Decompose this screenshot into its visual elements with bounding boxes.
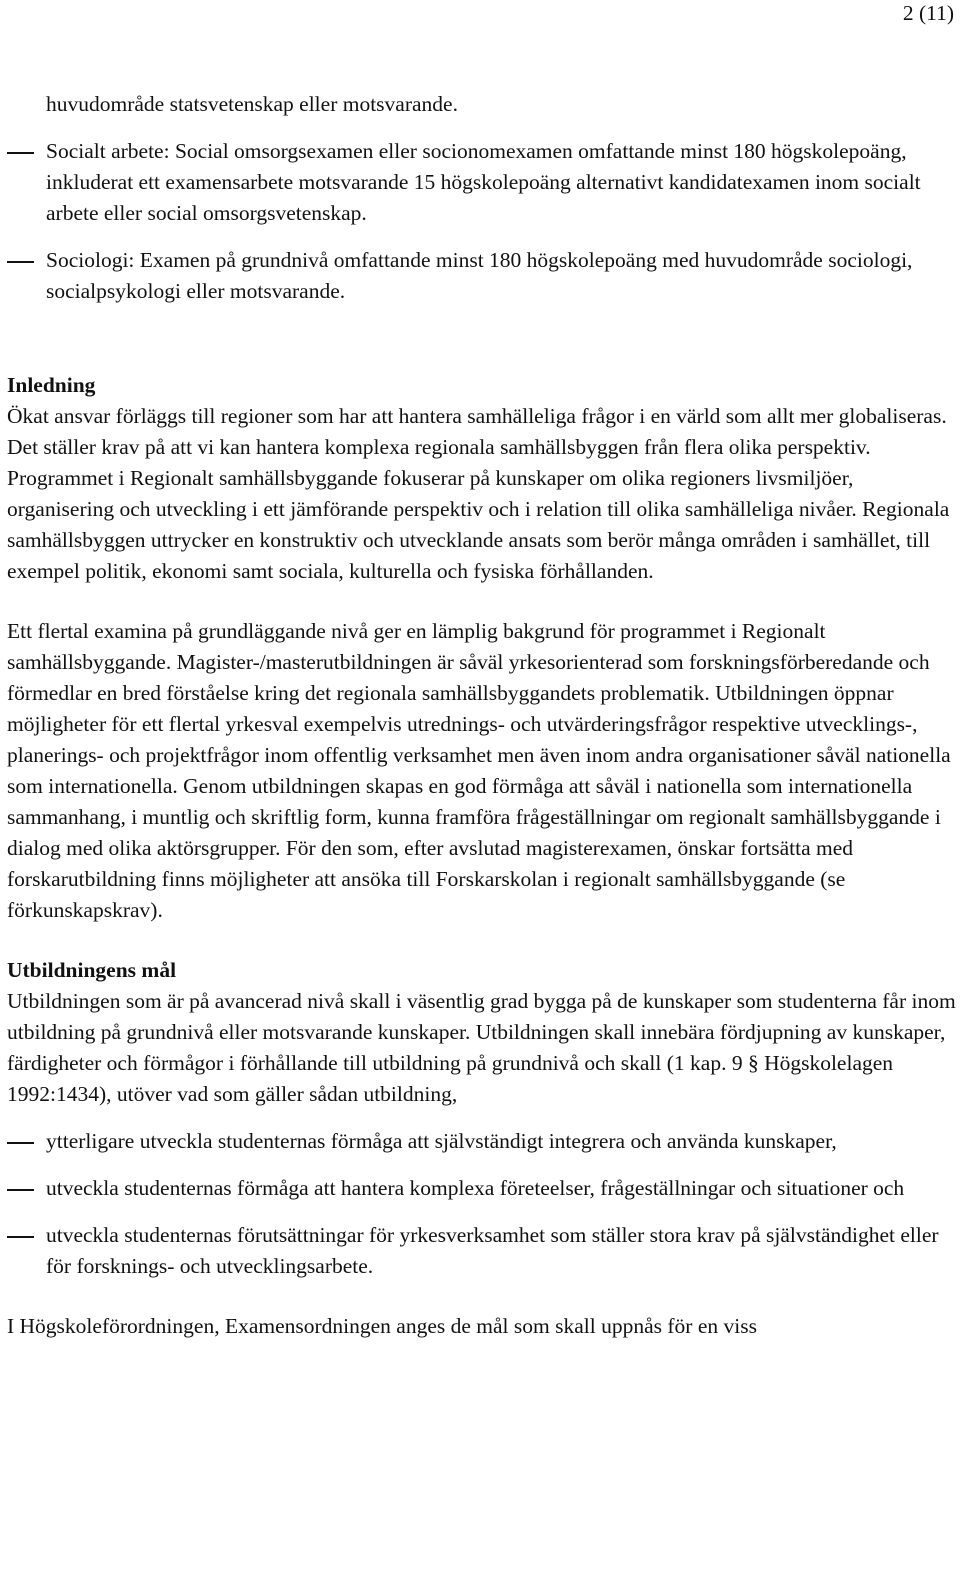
list-item-text: ytterligare utveckla studenternas förmåga att självständigt integrera och använda kunskaper, — [46, 1129, 837, 1153]
section-heading-utbildningens-mal: Utbildningens mål — [7, 958, 177, 982]
mal-intro-paragraph: Utbildningen som är på avancerad nivå skall i väsentlig grad bygga på de kunskaper som studenterna får inom utbildning på grundnivå eller motsvarande kunskaper. Utbildningen skall innebära fördjupning av kunskaper, färdigheter och förmågor i förhållande till utbildning på grundnivå och skall (1 kap. 9 § Högskolelagen 1992:1434), utöver vad som gäller sådan utbildning, — [7, 989, 956, 1106]
list-item-text: Sociologi: Examen på grundnivå omfattande minst 180 högskolepoäng med huvudområde sociologi, socialpsykologi eller motsvarande. — [46, 248, 913, 303]
dash-bullet-icon — [7, 245, 46, 307]
list-item — [7, 245, 957, 307]
list-item — [7, 1220, 957, 1282]
list-continuation: huvudområde statsvetenskap eller motsvarande. — [46, 92, 458, 116]
list-item — [7, 1173, 957, 1204]
document-body — [7, 89, 957, 1342]
inledning-paragraph-1: Ökat ansvar förläggs till regioner som har att hantera samhälleliga frågor i en värld som allt mer globaliseras. Det ställer krav på att vi kan hantera komplexa regionala samhällsbyggen från flera olika perspektiv. Programmet i Regionalt samhällsbyggande fokuserar på kunskaper om olika regioners livsmiljöer, organisering och utveckling i ett jämförande perspektiv och i relation till olika samhälleliga nivåer. Regionala samhällsbyggen uttrycker en konstruktiv och utvecklande ansats som berör många områden i samhället, till exempel politik, ekonomi samt sociala, kulturella och fysiska förhållanden. — [7, 404, 950, 583]
list-item-text: utveckla studenternas förmåga att hantera komplexa företeelser, frågeställningar och situationer och — [46, 1176, 905, 1200]
dash-bullet-icon — [7, 1173, 46, 1204]
page-number: 2 (11) — [902, 1, 954, 25]
closing-paragraph: I Högskoleförordningen, Examensordningen anges de mål som skall uppnås för en viss — [7, 1314, 757, 1338]
list-item — [7, 136, 957, 229]
dash-bullet-icon — [7, 1126, 46, 1157]
list-item — [7, 1126, 957, 1157]
list-item-text: utveckla studenternas förutsättningar för yrkesverksamhet som ställer stora krav på självständighet eller för forsknings- och utvecklingsarbete. — [46, 1223, 939, 1278]
inledning-paragraph-2: Ett flertal examina på grundläggande nivå ger en lämplig bakgrund för programmet i Regionalt samhällsbyggande. Magister-/masterutbildningen är såväl yrkesorienterad som forskningsförberedande och förmedlar en bred förståelse kring det regionala samhällsbyggandets problematik. Utbildningen öppnar möjligheter för ett flertal yrkesval exempelvis utrednings- och utvärderingsfrågor respektive utvecklings-, planerings- och projektfrågor inom offentlig verksamhet men även inom andra organisationer såväl nationella som internationella. Genom utbildningen skapas en god förmåga att såväl i nationella som internationella sammanhang, i muntlig och skriftlig form, kunna framföra frågeställningar om regionalt samhällsbyggande i dialog med olika aktörsgrupper. För den som, efter avslutad magisterexamen, önskar fortsätta med forskarutbildning finns möjligheter att ansöka till Forskarskolan i regionalt samhällsbyggande (se förkunskapskrav). — [7, 619, 951, 922]
dash-bullet-icon — [7, 1220, 46, 1282]
list-item-text: Socialt arbete: Social omsorgsexamen eller socionomexamen omfattande minst 180 högskolepoäng, inkluderat ett examensarbete motsvarande 15 högskolepoäng alternativt kandidatexamen inom socialt arbete eller social omsorgsvetenskap. — [46, 139, 921, 225]
dash-bullet-icon — [7, 136, 46, 229]
section-heading-inledning: Inledning — [7, 373, 96, 397]
